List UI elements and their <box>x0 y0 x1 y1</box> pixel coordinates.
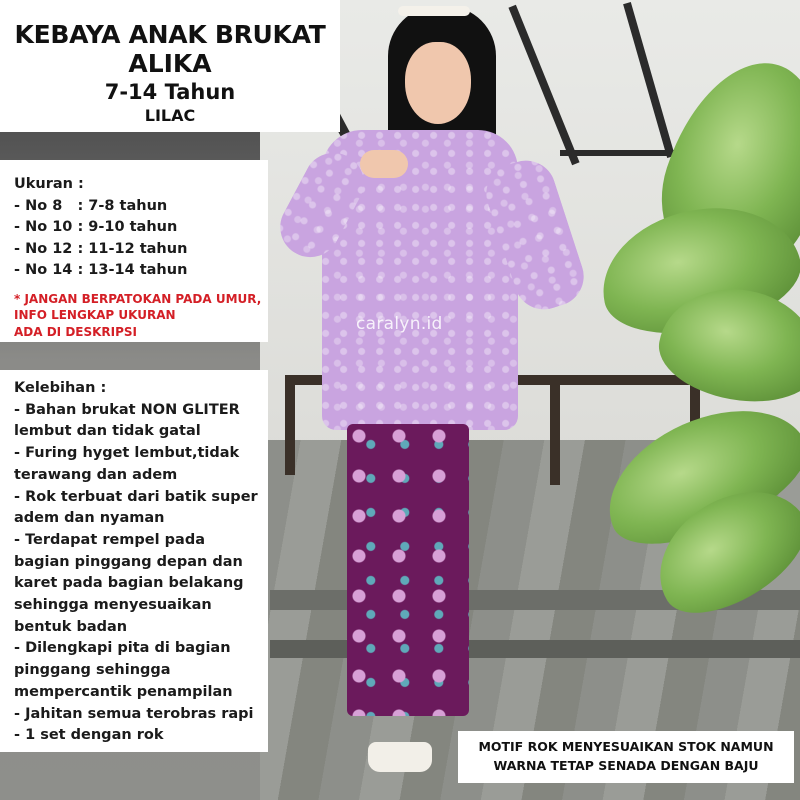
pearl-headband <box>398 6 470 16</box>
product-title-line2: ALIKA <box>128 49 212 78</box>
watermark: caralyn.id <box>356 314 443 334</box>
color-label: LILAC <box>144 106 196 125</box>
size-warning <box>14 291 268 341</box>
feature-line: - Jahitan semua terobras rapi <box>14 705 254 722</box>
feature-line: - Terdapat rempel pada <box>14 531 205 548</box>
face <box>405 42 471 124</box>
hand <box>360 150 408 178</box>
bench-leg <box>550 375 560 485</box>
feature-line: - 1 set dengan rok <box>14 727 164 744</box>
product-title-line1: KEBAYA ANAK BRUKAT <box>14 20 326 49</box>
feature-line: - Bahan brukat NON GLITER <box>14 401 240 418</box>
features-panel <box>0 370 268 752</box>
size-item: - No 8 : 7-8 tahun <box>14 197 168 214</box>
feature-line: sehingga menyesuaikan <box>14 597 212 614</box>
feature-line: pinggang sehingga <box>14 662 171 679</box>
batik-skirt <box>347 424 469 716</box>
note-panel <box>458 731 794 783</box>
roof-beam <box>560 150 680 156</box>
feature-line: lembut dan tidak gatal <box>14 423 201 440</box>
feature-line: adem dan nyaman <box>14 510 165 527</box>
feature-line: bagian pinggang depan dan <box>14 553 243 570</box>
warning-line: ADA DI DESKRIPSI <box>14 324 138 339</box>
feature-line: - Furing hyget lembut,tidak <box>14 445 240 462</box>
warning-line: * JANGAN BERPATOKAN PADA UMUR, <box>14 291 262 306</box>
size-heading: Ukuran : <box>14 176 84 192</box>
shoe <box>368 742 432 772</box>
bench-leg <box>285 375 295 475</box>
size-item: - No 10 : 9-10 tahun <box>14 219 178 235</box>
feature-line: terawang dan adem <box>14 466 178 483</box>
feature-line: karet pada bagian belakang <box>14 575 244 592</box>
title-panel <box>0 0 340 132</box>
feature-line: mempercantik penampilan <box>14 683 233 700</box>
note-line: MOTIF ROK MENYESUAIKAN STOK NAMUN <box>478 739 774 754</box>
note-line: WARNA TETAP SENADA DENGAN BAJU <box>493 758 759 773</box>
features-heading: Kelebihan : <box>14 380 107 396</box>
size-item: - No 12 : 11-12 tahun <box>14 240 188 257</box>
size-item: - No 14 : 13-14 tahun <box>14 262 188 278</box>
warning-line: INFO LENGKAP UKURAN <box>14 308 176 322</box>
age-range: 7-14 Tahun <box>104 80 236 104</box>
feature-line: - Dilengkapi pita di bagian <box>14 640 231 657</box>
feature-line: - Rok terbuat dari batik super <box>14 488 258 505</box>
feature-line: bentuk badan <box>14 618 128 635</box>
size-panel <box>0 160 268 342</box>
